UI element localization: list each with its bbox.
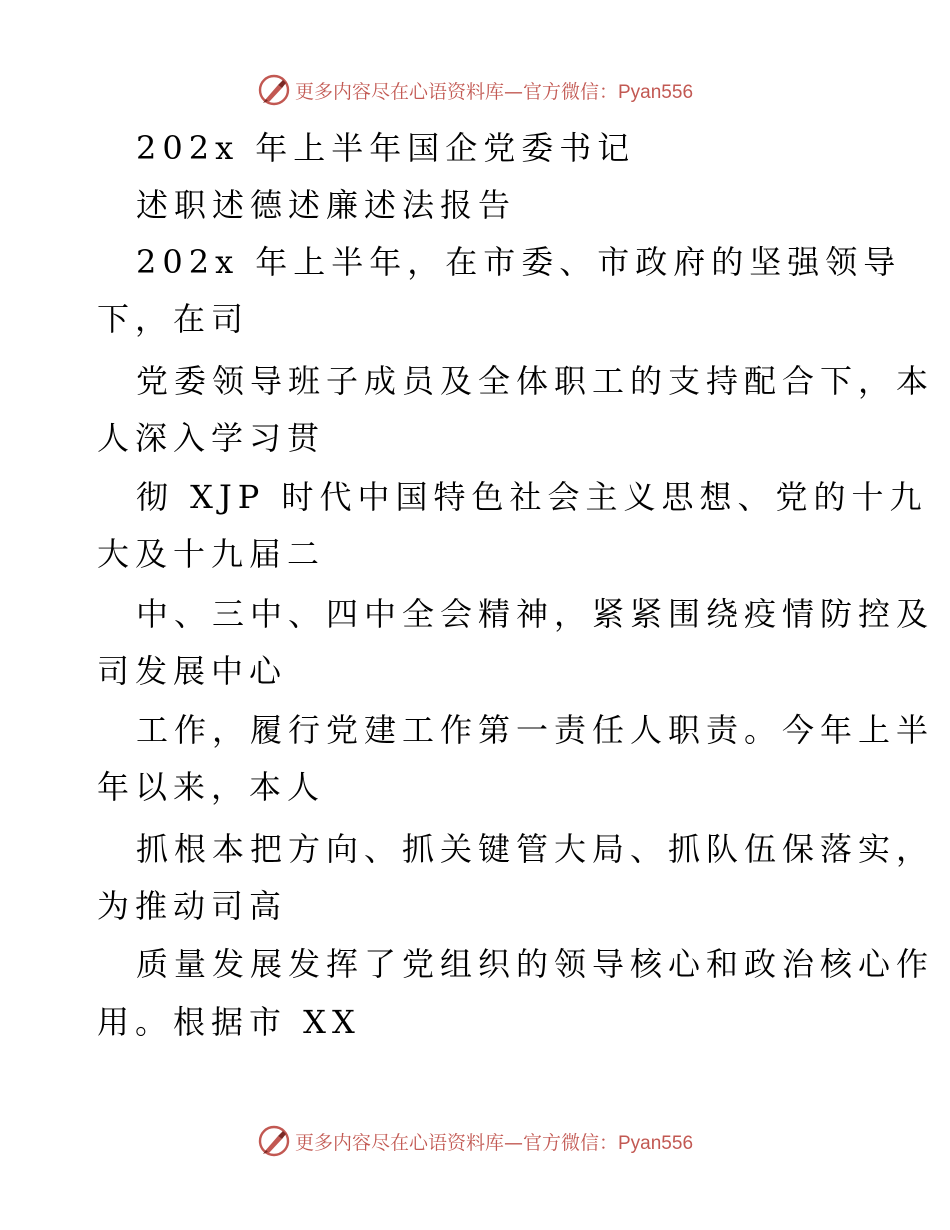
header-watermark [0, 70, 950, 110]
paragraph-line: 人深入学习贯 [97, 419, 326, 457]
watermark-text: 更多内容尽在心语资料库—官方微信：Pyan556 [294, 80, 694, 103]
pen-logo-icon [257, 73, 291, 107]
watermark-handle: Pyan556 [618, 81, 694, 103]
paragraph-line: 工作，履行党建工作第一责任人职责。今年上半 [136, 711, 935, 749]
paragraph-line: 大及十九届二 [97, 535, 326, 573]
paragraph-line: 质量发展发挥了党组织的领导核心和政治核心作 [136, 945, 935, 983]
paragraph-line: 抓根本把方向、抓关键管大局、抓队伍保落实， [136, 830, 935, 868]
paragraph-line: 中、三中、四中全会精神，紧紧围绕疫情防控及 [136, 595, 935, 633]
pen-logo-icon [257, 1124, 291, 1158]
paragraph-line: 为推动司高 [97, 887, 288, 925]
paragraph-line: 司发展中心 [97, 652, 288, 690]
footer-watermark [0, 1121, 950, 1161]
watermark-text: 更多内容尽在心语资料库—官方微信：Pyan556 [294, 1131, 694, 1154]
paragraph-line: 202x 年上半年，在市委、市政府的坚强领导 [136, 243, 902, 281]
watermark-handle: Pyan556 [618, 1132, 694, 1154]
paragraph-line: 彻 XJP 时代中国特色社会主义思想、党的十九 [136, 478, 928, 516]
paragraph-line: 年以来，本人 [97, 768, 326, 806]
paragraph-line: 用。根据市 XX [97, 1003, 361, 1041]
paragraph-line: 党委领导班子成员及全体职工的支持配合下，本 [136, 362, 935, 400]
paragraph-line: 下，在司 [97, 300, 250, 338]
title-line-2: 述职述德述廉述法报告 [136, 186, 517, 224]
title-line-1: 202x 年上半年国企党委书记 [136, 129, 636, 167]
